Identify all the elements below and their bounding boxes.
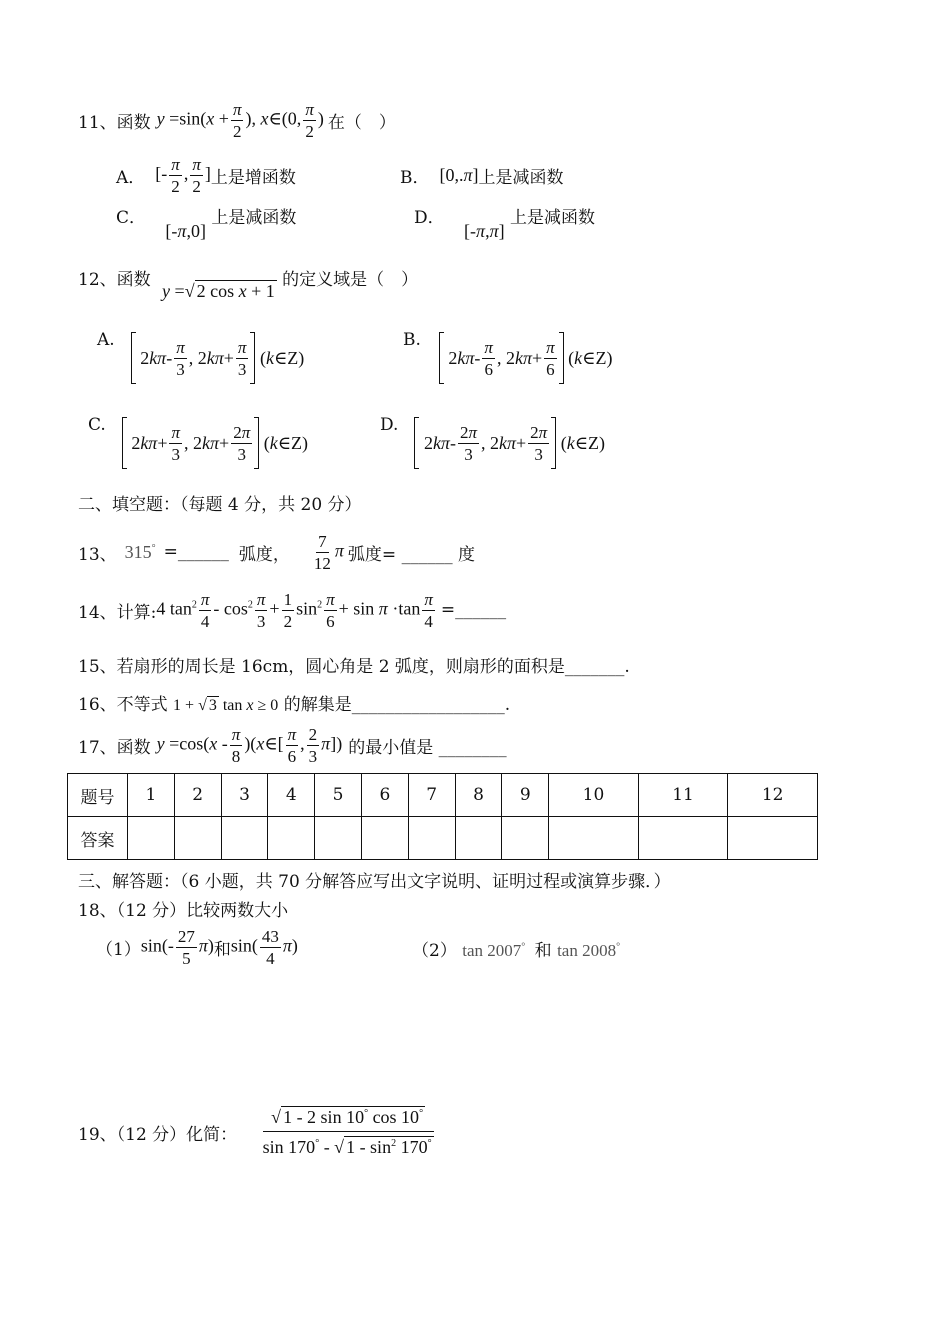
q19-expression: √ 1 - 2 sin 10° cos 10° sin 170° - √ $1 - \sin^2 170^\circ$ [262, 1106, 432, 1157]
q13: 13、 315° =______ 弧度， $\frac{7}{12}$ π 弧度= ______ 度 [78, 531, 475, 573]
table-cell-number: 5 [315, 774, 362, 817]
table-cell-number: 12 [728, 774, 818, 817]
q11-formula: y =sin(x + $\frac{\pi}{2}$ ), x∈(0, $\frac{\pi}{2}$ ) [156, 99, 324, 141]
answer-cell[interactable] [174, 817, 221, 860]
q11-option-d: D． [-π,π] 上是减函数 [414, 208, 596, 241]
q18-title: 18、（12 分）比较两数大小 [78, 901, 289, 921]
q16: 16、不等式 1 + √ 3 tan x ≥ 0 的解集是__________________. [78, 695, 511, 715]
q18-part2: （2） tan 2007° 和 tan 2008° [412, 941, 621, 961]
table-cell-number: 9 [502, 774, 549, 817]
q14: 14、计算: 4 $\tan^2$ $\frac{\pi}{4}$ - $\cos^2$ $\frac{\pi}{3}$ + $\frac{1}{2}$ $\sin^2$ $\frac{\pi}{6}$ + sin π ·tan $\frac{\pi}{4}$ =______ [78, 589, 507, 631]
q11-a-interval: [- $\frac{\pi}{2}$ , $\frac{\pi}{2}$ ] [155, 154, 211, 196]
answer-cell[interactable] [268, 817, 315, 860]
q18-part1-expr-a: sin(- $\frac{27}{5}$ π) [140, 926, 214, 968]
answer-cell[interactable] [128, 817, 175, 860]
q12-lead: 12、函数 [78, 270, 151, 290]
answer-cell[interactable] [361, 817, 408, 860]
answer-table [67, 773, 818, 860]
table-cell-number: 4 [268, 774, 315, 817]
q12-tail: 的定义域是（ ） [282, 270, 419, 290]
table-cell-number: 2 [174, 774, 221, 817]
q19: 19、（12 分）化简： √ 1 - 2 sin 10° cos 10° sin 170° - √ $1 - \sin^2 170^\circ$ [78, 1100, 435, 1164]
table-cell-number: 10 [549, 774, 639, 817]
answer-cell[interactable] [502, 817, 549, 860]
table-row [68, 817, 818, 860]
answer-cell[interactable] [638, 817, 728, 860]
q12-b-interval: 2 kπ - $\frac{\pi}{6}$ , 2 kπ + $\frac{\pi}{6}$ ( k ∈Z) [439, 332, 613, 384]
answer-cell[interactable] [549, 817, 639, 860]
section-3-heading: 三、解答题：（6 小题，共 70 分解答应写出文字说明、证明过程或演算步骤．） [78, 872, 671, 892]
q12-formula: y =√ 2 cos x + 1 [162, 281, 275, 301]
q11-d-interval: [-π,π] [464, 221, 505, 241]
table-cell-number: 7 [408, 774, 455, 817]
table-cell-number: 3 [221, 774, 268, 817]
table-row [68, 774, 818, 817]
q12-d-interval: 2 kπ - $\frac{2\pi}{3}$ , 2 kπ + $\frac{2\pi}{3}$ ( k ∈Z) [414, 417, 605, 469]
table-header-number: 题号 [68, 774, 128, 817]
answer-cell[interactable] [408, 817, 455, 860]
q12-c-interval: 2 kπ + $\frac{\pi}{3}$ , 2 kπ + $\frac{2\pi}{3}$ ( k ∈Z) [122, 417, 308, 469]
table-cell-number: 11 [638, 774, 728, 817]
q12-option-a: A. 2 kπ - $\frac{\pi}{3}$ , 2 kπ + $\frac{\pi}{3}$ ( k ∈Z) [97, 330, 304, 386]
q12-option-d: D. 2 kπ - $\frac{2\pi}{3}$ , 2 kπ + $\frac{2\pi}{3}$ ( k ∈Z) [380, 415, 605, 471]
q12-option-b: B. 2 kπ - $\frac{\pi}{6}$ , 2 kπ + $\frac{\pi}{6}$ ( k ∈Z) [403, 330, 612, 386]
answer-cell[interactable] [455, 817, 502, 860]
q16-inequality: 1 + √ 3 tan x ≥ 0 [173, 697, 279, 714]
answer-cell[interactable] [221, 817, 268, 860]
q11-tail: 在（ ） [327, 112, 396, 133]
q11-stem [78, 95, 396, 145]
answer-cell[interactable] [315, 817, 362, 860]
table-cell-number: 6 [361, 774, 408, 817]
table-header-answer: 答案 [68, 817, 128, 860]
q11-option-c: C． [-π,0] 上是减函数 [116, 208, 297, 241]
q11-c-interval: [-π,0] [165, 221, 206, 241]
q13-fraction: $\frac{7}{12}$ π [313, 531, 344, 573]
q12-a-interval: 2 kπ - $\frac{\pi}{3}$ , 2 kπ + $\frac{\pi}{3}$ ( k ∈Z) [131, 332, 305, 384]
q12-stem [78, 265, 419, 301]
table-cell-number: 8 [455, 774, 502, 817]
q13-degree: 315° [124, 541, 156, 562]
section-2-heading: 二、填空题：（每题 4 分，共 20 分） [78, 495, 362, 515]
q17: 17、函数 y =cos(x - $\frac{\pi}{8}$ )(x∈[ $\frac{\pi}{6}$ , $\frac{2}{3}$ π]) 的最小值是 ________ [78, 724, 507, 766]
q12-option-c: C. 2 kπ + $\frac{\pi}{3}$ , 2 kπ + $\frac{2\pi}{3}$ ( k ∈Z) [88, 415, 308, 471]
q11-lead: 11、函数 [78, 112, 151, 133]
q15: 15、若扇形的周长是 16cm，圆心角是 2 弧度，则扇形的面积是_______. [78, 657, 630, 677]
q11-option-b: B． [0,.π] 上是减函数 [400, 164, 564, 188]
q18-part1-expr-b: sin( $\frac{43}{4}$ π) [230, 926, 298, 968]
q18-part2-expr-b: tan 2008° [557, 941, 621, 960]
answer-cell[interactable] [728, 817, 818, 860]
q18-part2-expr-a: tan 2007° [462, 941, 526, 960]
table-cell-number: 1 [128, 774, 175, 817]
q11-option-a: A． [- $\frac{\pi}{2}$ , $\frac{\pi}{2}$ ] 上是增函数 [116, 154, 296, 196]
q17-formula: y =cos(x - $\frac{\pi}{8}$ )(x∈[ $\frac{\pi}{6}$ , $\frac{2}{3}$ π]) [156, 724, 343, 766]
q18-part1: （1） sin(- $\frac{27}{5}$ π) 和 sin( $\frac{43}{4}$ π) [96, 926, 298, 968]
q11-b-interval: [0,.π] [439, 164, 479, 185]
q14-expression: 4 $\tan^2$ $\frac{\pi}{4}$ - $\cos^2$ $\frac{\pi}{3}$ + $\frac{1}{2}$ $\sin^2$ $\frac{\pi}{6}$ + sin π ·tan $\frac{\pi}{4}$ [156, 589, 433, 631]
